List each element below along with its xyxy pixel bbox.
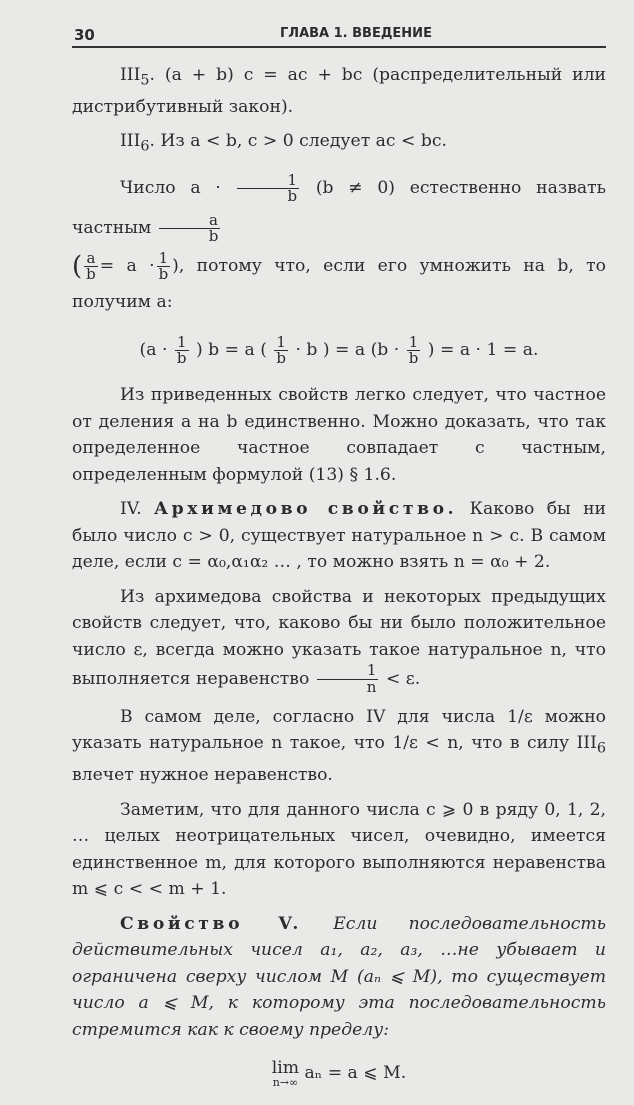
archimedean-property: IV. Архимедово свойство. Каково бы ни было число c > 0, существует натуральное n > c. В самом деле, если c = α₀,α₁α₂ … , то можно взять n = α₀ + 2.	[72, 499, 607, 573]
text: (b ≠ 0) естественно назвать частным	[72, 178, 606, 239]
property-text: . (a + b) c = ac + bc (распределительный или дистрибутивный закон).	[72, 65, 606, 117]
subscript: 6	[140, 138, 150, 155]
fraction: $\frac{1}{b}$	[237, 173, 299, 206]
property-heading: Свойство V.	[120, 913, 302, 934]
roman-numeral: III	[120, 131, 141, 152]
display-formula-limit: lim n→∞ aₙ = a ⩽ M.	[271, 1058, 407, 1090]
property-III6	[72, 128, 606, 160]
fraction: $\frac{1}{n}$	[317, 663, 379, 696]
property-III5	[72, 62, 606, 120]
quotient-paragraph-cont: ( $\frac{a}{b}$ = a · $\frac{1}{b}$ ), потому что, если его умножить на b, то получим a:	[72, 248, 606, 313]
display-formula-quotient: (a · $\frac{1}{b}$ ) b = a ( $\frac{1}{b}$ · b ) = a (b · $\frac{1}{b}$ ) = a · 1 = a.	[139, 332, 539, 368]
integer-part-paragraph: Заметим, что для данного числа c ⩾ 0 в ряду 0, 1, 2, … целых неотрицательных чисел, очевидно, имеется единственное m, для которого выполняются неравенства m ⩽ c < < m + 1.	[72, 799, 606, 900]
page-body	[72, 62, 606, 1105]
subscript: 5	[140, 72, 150, 89]
text: Число a ·	[120, 178, 221, 199]
page-header	[72, 26, 606, 48]
chapter-title: ГЛАВА 1. ВВЕДЕНИЕ	[280, 26, 432, 41]
proof-paragraph: В самом деле, согласно IV для числа 1/ε можно указать натуральное n такое, что 1/ε < n, что в силу $III_6$ влечет нужное неравенство.	[72, 706, 606, 786]
quotient-paragraph	[72, 168, 606, 248]
property-heading: Архимедово свойство.	[154, 499, 458, 520]
archimedean-consequence: Из архимедова свойства и некоторых предыдущих свойств следует, что, каково бы ни было положительное число ε, всегда можно указать такое натуральное n, что выполняется неравенство $\frac{1}{n}$ < ε.	[72, 586, 606, 697]
fraction: $\frac{a}{b}$	[86, 248, 96, 284]
roman-numeral: III	[120, 65, 141, 85]
fraction: $\frac{1}{b}$	[158, 248, 169, 284]
fraction: $\frac{a}{b}$	[159, 213, 221, 246]
property-V: Свойство V. Если последовательность действительных чисел a₁, a₂, a₃, …не убывает и ограничена сверху числом M (aₙ ⩽ M), то существует число a ⩽ M, к которому эта последовательность стремится как к своему пределу:	[72, 913, 606, 1040]
uniqueness-paragraph: Из приведенных свойств легко следует, что частное от деления a на b единственно. Можно доказать, что так определенное частное совпадает с частным, определенным формулой (13) § 1.6.	[72, 385, 606, 485]
page-number: 30	[74, 26, 95, 44]
property-text: . Из a < b, c > 0 следует ac < bc.	[149, 131, 447, 152]
